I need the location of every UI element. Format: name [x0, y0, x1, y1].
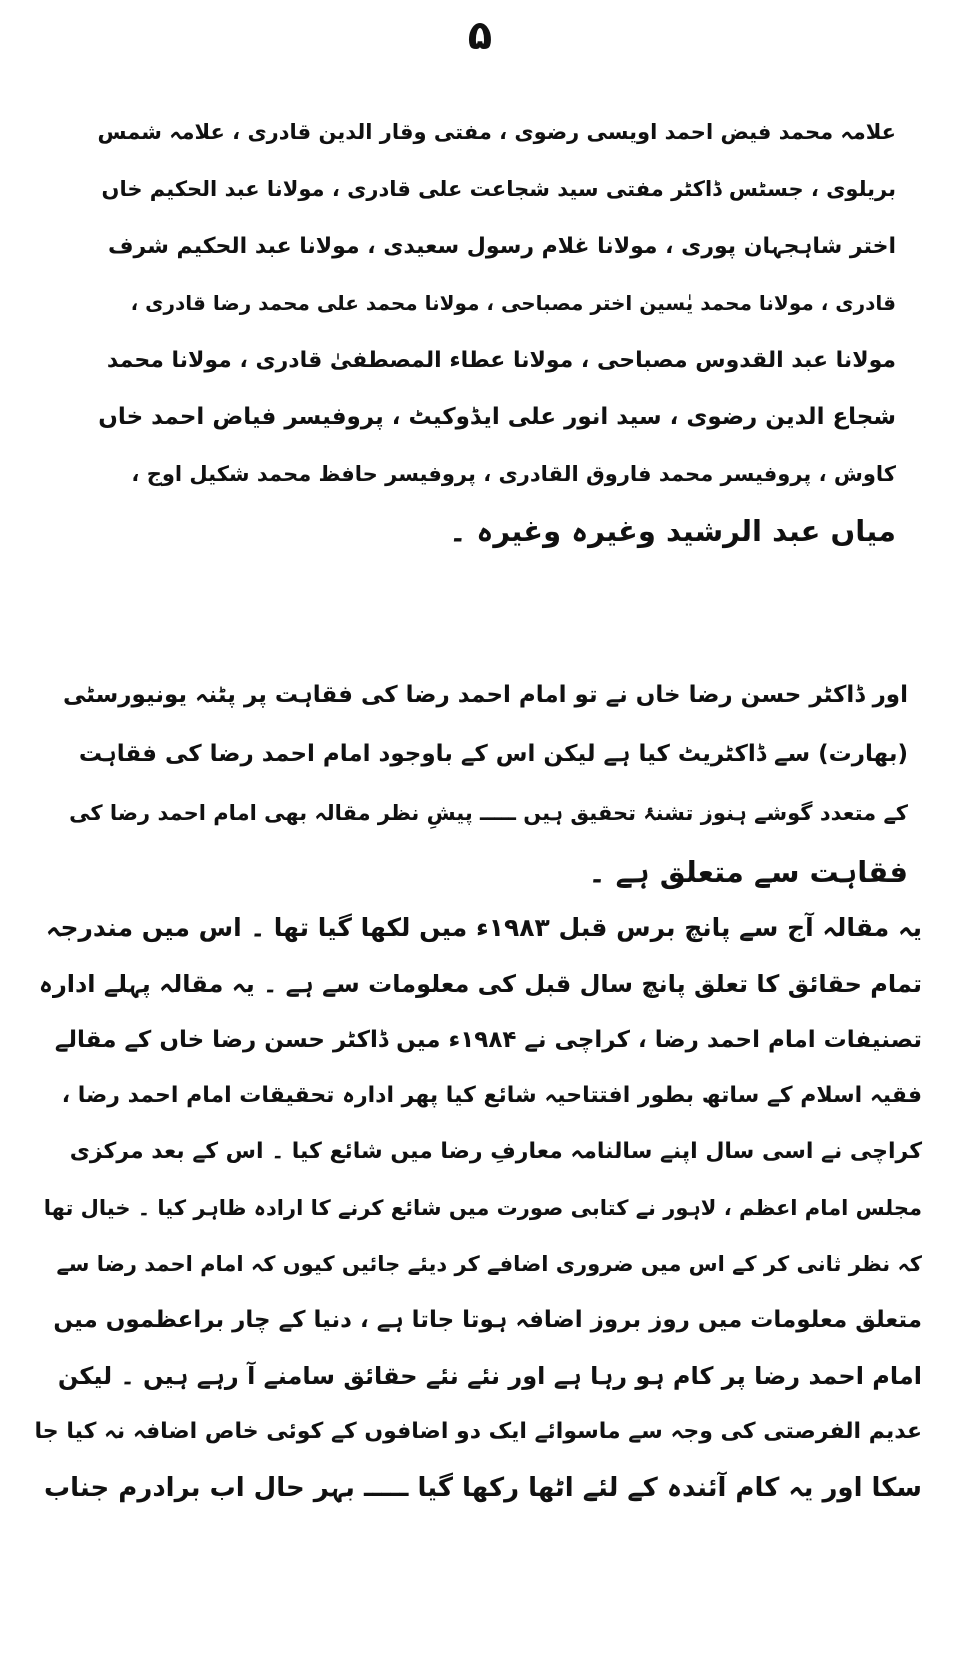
names-line: شجاع الدین رضوی ، سید انور علی ایڈوکیٹ ، پروفیسر فیاض احمد خاں	[98, 404, 896, 430]
paragraph-line: مجلس امام اعظم ، لاہور نے کتابی صورت میں شائع کرنے کا ارادہ ظاہر کیا ۔ خیال تھا	[43, 1196, 922, 1220]
names-line: بریلوی ، جسٹس ڈاکٹر مفتی سید شجاعت علی قادری ، مولانا عبد الحکیم خاں	[101, 177, 896, 201]
names-line: مولانا عبد القدوس مصباحی ، مولانا عطاء المصطفیٰ قادری ، مولانا محمد	[106, 348, 896, 373]
paragraph-line: سکا اور یہ کام آئندہ کے لئے اٹھا رکھا گیا ـــــ بہر حال اب برادرم جناب	[44, 1473, 922, 1503]
paragraph-line: کراچی نے اسی سال اپنے سالنامہ معارفِ رضا میں شائع کیا ۔ اس کے بعد مرکزی	[69, 1139, 922, 1164]
names-line: اختر شاہجہان پوری ، مولانا غلام رسول سعیدی ، مولانا عبد الحکیم شرف	[108, 234, 896, 259]
paragraph-1	[58, 666, 908, 902]
paragraph-line: کہ نظر ثانی کر کے اس میں ضروری اضافے کر دیئے جائیں کیوں کہ امام احمد رضا سے	[56, 1252, 922, 1276]
paragraph-line: (بھارت) سے ڈاکٹریٹ کیا ہے لیکن اس کے باوجود امام احمد رضا کی فقاہت	[78, 741, 908, 767]
paragraph-line: کے متعدد گوشے ہنوز تشنۂ تحقیق ہیں ـــــ پیشِ نظر مقالہ بھی امام احمد رضا کی	[69, 801, 908, 825]
names-line: کاوش ، پروفیسر محمد فاروق القادری ، پروفیسر حافظ محمد شکیل اوج ،	[131, 462, 896, 486]
paragraph-line: عدیم الفرصتی کی وجہ سے ماسوائے ایک دو اضافوں کے کوئی خاص اضافہ نہ کیا جا	[34, 1419, 922, 1444]
names-line: قادری ، مولانا محمد یٰسین اختر مصباحی ، مولانا محمد علی محمد رضا قادری ،	[130, 291, 896, 315]
paragraph-2	[32, 900, 922, 1516]
paragraph-line: اور ڈاکٹر حسن رضا خاں نے تو امام احمد رضا کی فقاہت پر پٹنہ یونیورسٹی	[63, 682, 908, 708]
page-number: ۵	[467, 13, 493, 59]
paragraph-line: امام احمد رضا پر کام ہو رہا ہے اور نئے نئے حقائق سامنے آ رہے ہیں ۔ لیکن	[57, 1362, 922, 1390]
paragraph-line: متعلق معلومات میں روز بروز اضافہ ہوتا جاتا ہے ، دنیا کے چار براعظموں میں	[53, 1307, 922, 1333]
paragraph-line: یہ مقالہ آج سے پانچ برس قبل ۱۹۸۳ء میں لکھا گیا تھا ۔ اس میں مندرجہ	[45, 913, 922, 942]
paragraph-line: فقاہت سے متعلق ہے ۔	[588, 855, 908, 889]
paragraph-line: تمام حقائق کا تعلق پانچ سال قبل کی معلومات سے ہے ۔ یہ مقالہ پہلے ادارہ	[38, 970, 922, 998]
names-line: علامہ محمد فیض احمد اویسی رضوی ، مفتی وقار الدین قادری ، علامہ شمس	[97, 120, 896, 144]
names-line-last: میاں عبد الرشید وغیرہ وغیرہ ۔	[449, 514, 896, 548]
names-list-block	[96, 104, 896, 560]
paragraph-line: فقیہ اسلام کے ساتھ بطور افتتاحیہ شائع کیا پھر ادارہ تحقیقات امام احمد رضا ،	[61, 1083, 922, 1108]
paragraph-line: تصنیفات امام احمد رضا ، کراچی نے ۱۹۸۴ء میں ڈاکٹر حسن رضا خاں کے مقالے	[54, 1027, 922, 1053]
